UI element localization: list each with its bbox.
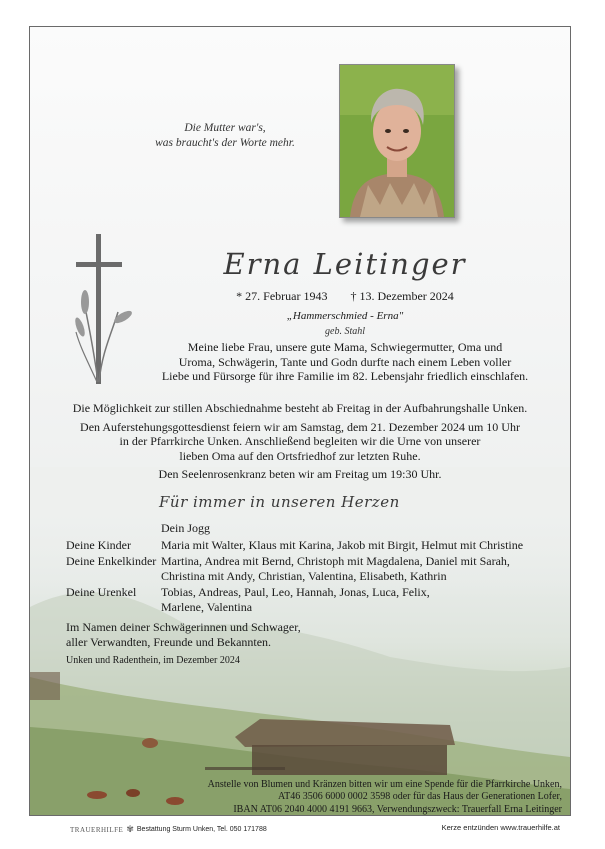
donation-request <box>150 779 562 816</box>
farewell-details <box>40 401 560 486</box>
cross-with-wheat-icon <box>68 232 138 392</box>
donation-line-3: IBAN AT06 2040 4000 4191 9663, Verwendungszweck: Trauerfall Erna Leitinger <box>233 803 562 815</box>
great-grandchildren-row <box>66 585 556 614</box>
candle-link[interactable]: Kerze entzünden www.trauerhilfe.at <box>441 823 560 832</box>
great-grandchildren-label: Deine Urenkel <box>66 585 137 599</box>
trauerhilfe-logo: TRAUERHILFE <box>70 825 124 834</box>
service-line-2: in der Pfarrkirche Unken. Anschließend begleiten wir die Urne von unserer <box>119 434 481 448</box>
obituary-card <box>29 26 571 816</box>
service-line-1: Den Auferstehungsgottesdienst feiern wir am Samstag, dem 21. Dezember 2024 um 10 Uhr <box>80 419 520 434</box>
mourners-list <box>66 521 556 616</box>
tribute-line-1: Meine liebe Frau, unsere gute Mama, Schwiegermutter, Oma und <box>187 340 503 354</box>
undertaker-info: Bestattung Sturm Unken, Tel. 050 171788 <box>136 826 267 833</box>
rosary-info: Den Seelenrosenkranz beten wir am Freitag um 19:30 Uhr. <box>158 467 442 481</box>
quote <box>130 121 320 151</box>
forever-heading: Für immer in unseren Herzen <box>159 493 400 511</box>
quote-line-2: was braucht's der Worte mehr. <box>155 137 295 149</box>
quote-line-1: Die Mutter war's, <box>184 122 266 134</box>
donation-line-2: AT46 3506 6000 0002 3598 oder für das Haus der Generationen Lofer, <box>278 791 562 803</box>
grandchildren-label: Deine Enkelkinder <box>66 554 157 568</box>
death-date: † 13. Dezember 2024 <box>350 289 454 303</box>
viewing-info: Die Möglichkeit zur stillen Abschiednahme besteht ab Freitag in der Aufbahrungshalle Unken. <box>72 401 528 415</box>
great-grandchildren-line-2: Marlene, Valentina <box>161 599 253 614</box>
portrait-photo <box>339 64 455 218</box>
tribute-line-2: Uroma, Schwägerin, Tante und Godn durfte nach einem Leben voller <box>178 354 512 369</box>
grandchildren-line-1: Martina, Andrea mit Bernd, Christoph mit Magdalena, Daniel mit Sarah, <box>161 554 510 568</box>
in-name-of <box>66 620 366 649</box>
great-grandchildren-line-1: Tobias, Andreas, Paul, Leo, Hannah, Jonas, Luca, Felix, <box>161 585 430 599</box>
husband-row <box>66 521 556 536</box>
portrait-illustration <box>340 65 454 217</box>
donation-line-1: Anstelle von Blumen und Kränzen bitten wir um eine Spende für die Pfarrkirche Unken, <box>207 779 562 790</box>
tribute-text <box>150 340 540 384</box>
tribute-line-3: Liebe und Fürsorge für ihre Familie im 82. Lebensjahr friedlich einschlafen. <box>161 369 529 383</box>
grandchildren-line-2: Christina mit Andy, Christian, Valentina, Elisabeth, Kathrin <box>161 568 447 583</box>
grandchildren-row <box>66 554 556 583</box>
husband-name: Dein Jogg <box>161 521 210 535</box>
in-name-line-2: aller Verwandten, Freunde und Bekannten. <box>66 634 272 649</box>
service-line-3: lieben Oma auf den Ortsfriedhof zur letzten Ruhe. <box>179 448 421 463</box>
nickname: „Hammerschmied - Erna" <box>286 310 404 322</box>
life-dates <box>180 289 510 304</box>
children-label: Deine Kinder <box>66 537 131 552</box>
maiden-name: geb. Stahl <box>325 326 365 337</box>
deceased-name: Erna Leitinger <box>223 247 467 281</box>
children-row <box>66 538 556 553</box>
footer-undertaker <box>70 824 267 835</box>
in-name-line-1: Im Namen deiner Schwägerinnen und Schwager, <box>66 620 301 634</box>
birth-date: * 27. Februar 1943 <box>236 289 328 303</box>
flower-icon: ✾ <box>126 824 134 834</box>
children-names: Maria mit Walter, Klaus mit Karina, Jakob mit Birgit, Helmut mit Christine <box>161 537 524 552</box>
place-date: Unken und Radenthein, im Dezember 2024 <box>66 655 240 666</box>
